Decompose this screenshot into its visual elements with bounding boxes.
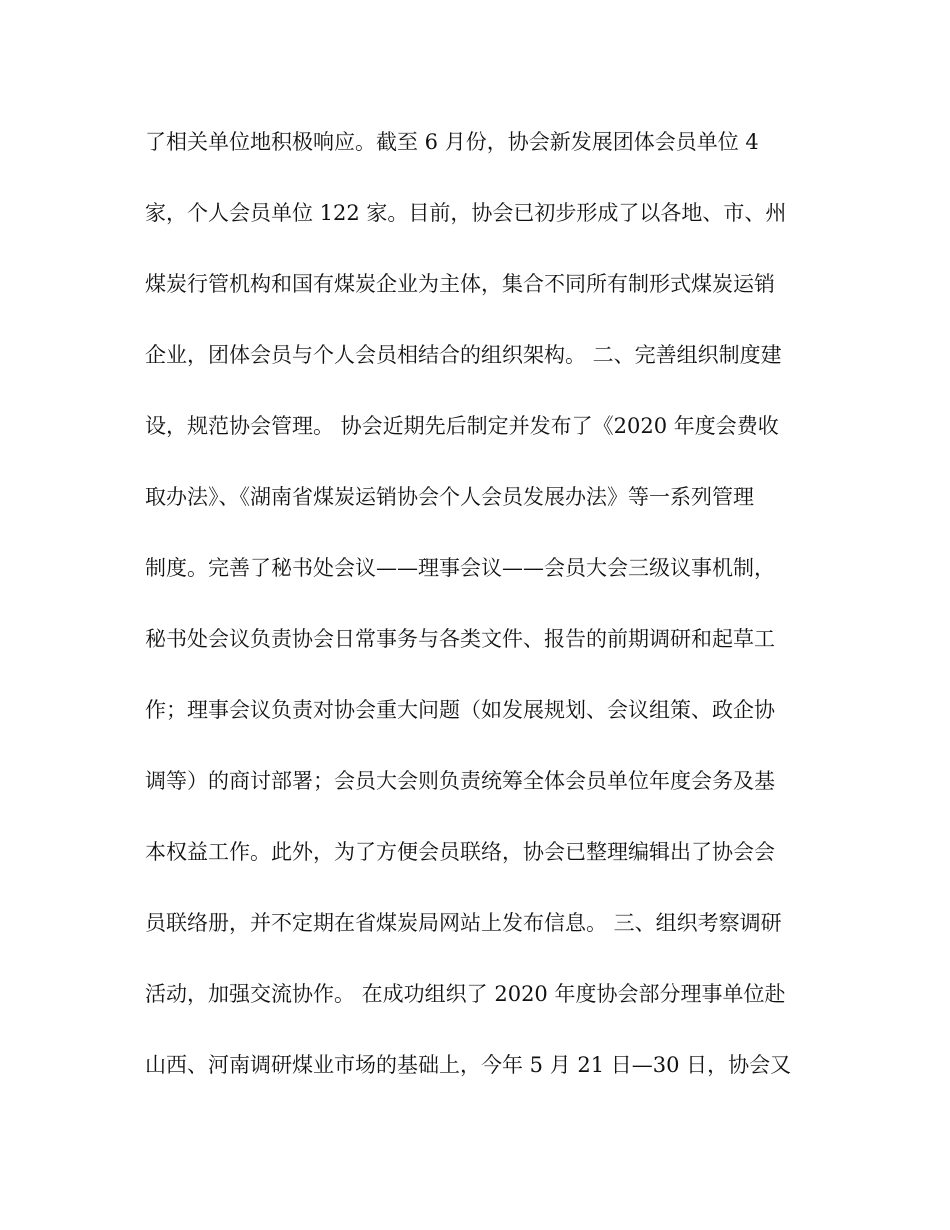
text-line: 设，规范协会管理。 协会近期先后制定并发布了《2020 年度会费收: [145, 414, 779, 438]
text-line: 了相关单位地积极响应。截至 6 月份，协会新发展团体会员单位 4: [145, 130, 759, 154]
text-line: 秘书处会议负责协会日常事务与各类文件、报告的前期调研和起草工: [145, 627, 775, 651]
text-line: 企业，团体会员与个人会员相结合的组织架构。 二、完善组织制度建: [145, 343, 782, 367]
text-line: 本权益工作。此外，为了方便会员联络，协会已整理编辑出了协会会: [145, 840, 775, 864]
text-line: 作；理事会议负责对协会重大问题（如发展规划、会议组策、政企协: [145, 698, 775, 722]
text-line: 活动，加强交流协作。 在成功组织了 2020 年度协会部分理事单位赴: [145, 982, 786, 1006]
text-line: 调等）的商讨部署；会员大会则负责统筹全体会员单位年度会务及基: [145, 769, 775, 793]
text-line: 取办法》、《湖南省煤炭运销协会个人会员发展办法》等一系列管理: [145, 485, 754, 509]
text-line: 煤炭行管机构和国有煤炭企业为主体，集合不同所有制形式煤炭运销: [145, 272, 775, 296]
text-line: 员联络册，并不定期在省煤炭局网站上发布信息。 三、组织考察调研: [145, 911, 782, 935]
text-line: 制度。完善了秘书处会议——理事会议——会员大会三级议事机制，: [145, 556, 775, 580]
text-line: 山西、河南调研煤业市场的基础上，今年 5 月 21 日—30 日，协会又: [145, 1053, 792, 1077]
body-text: [145, 125, 815, 1119]
text-line: 家，个人会员单位 122 家。目前，协会已初步形成了以各地、市、州: [145, 201, 787, 225]
